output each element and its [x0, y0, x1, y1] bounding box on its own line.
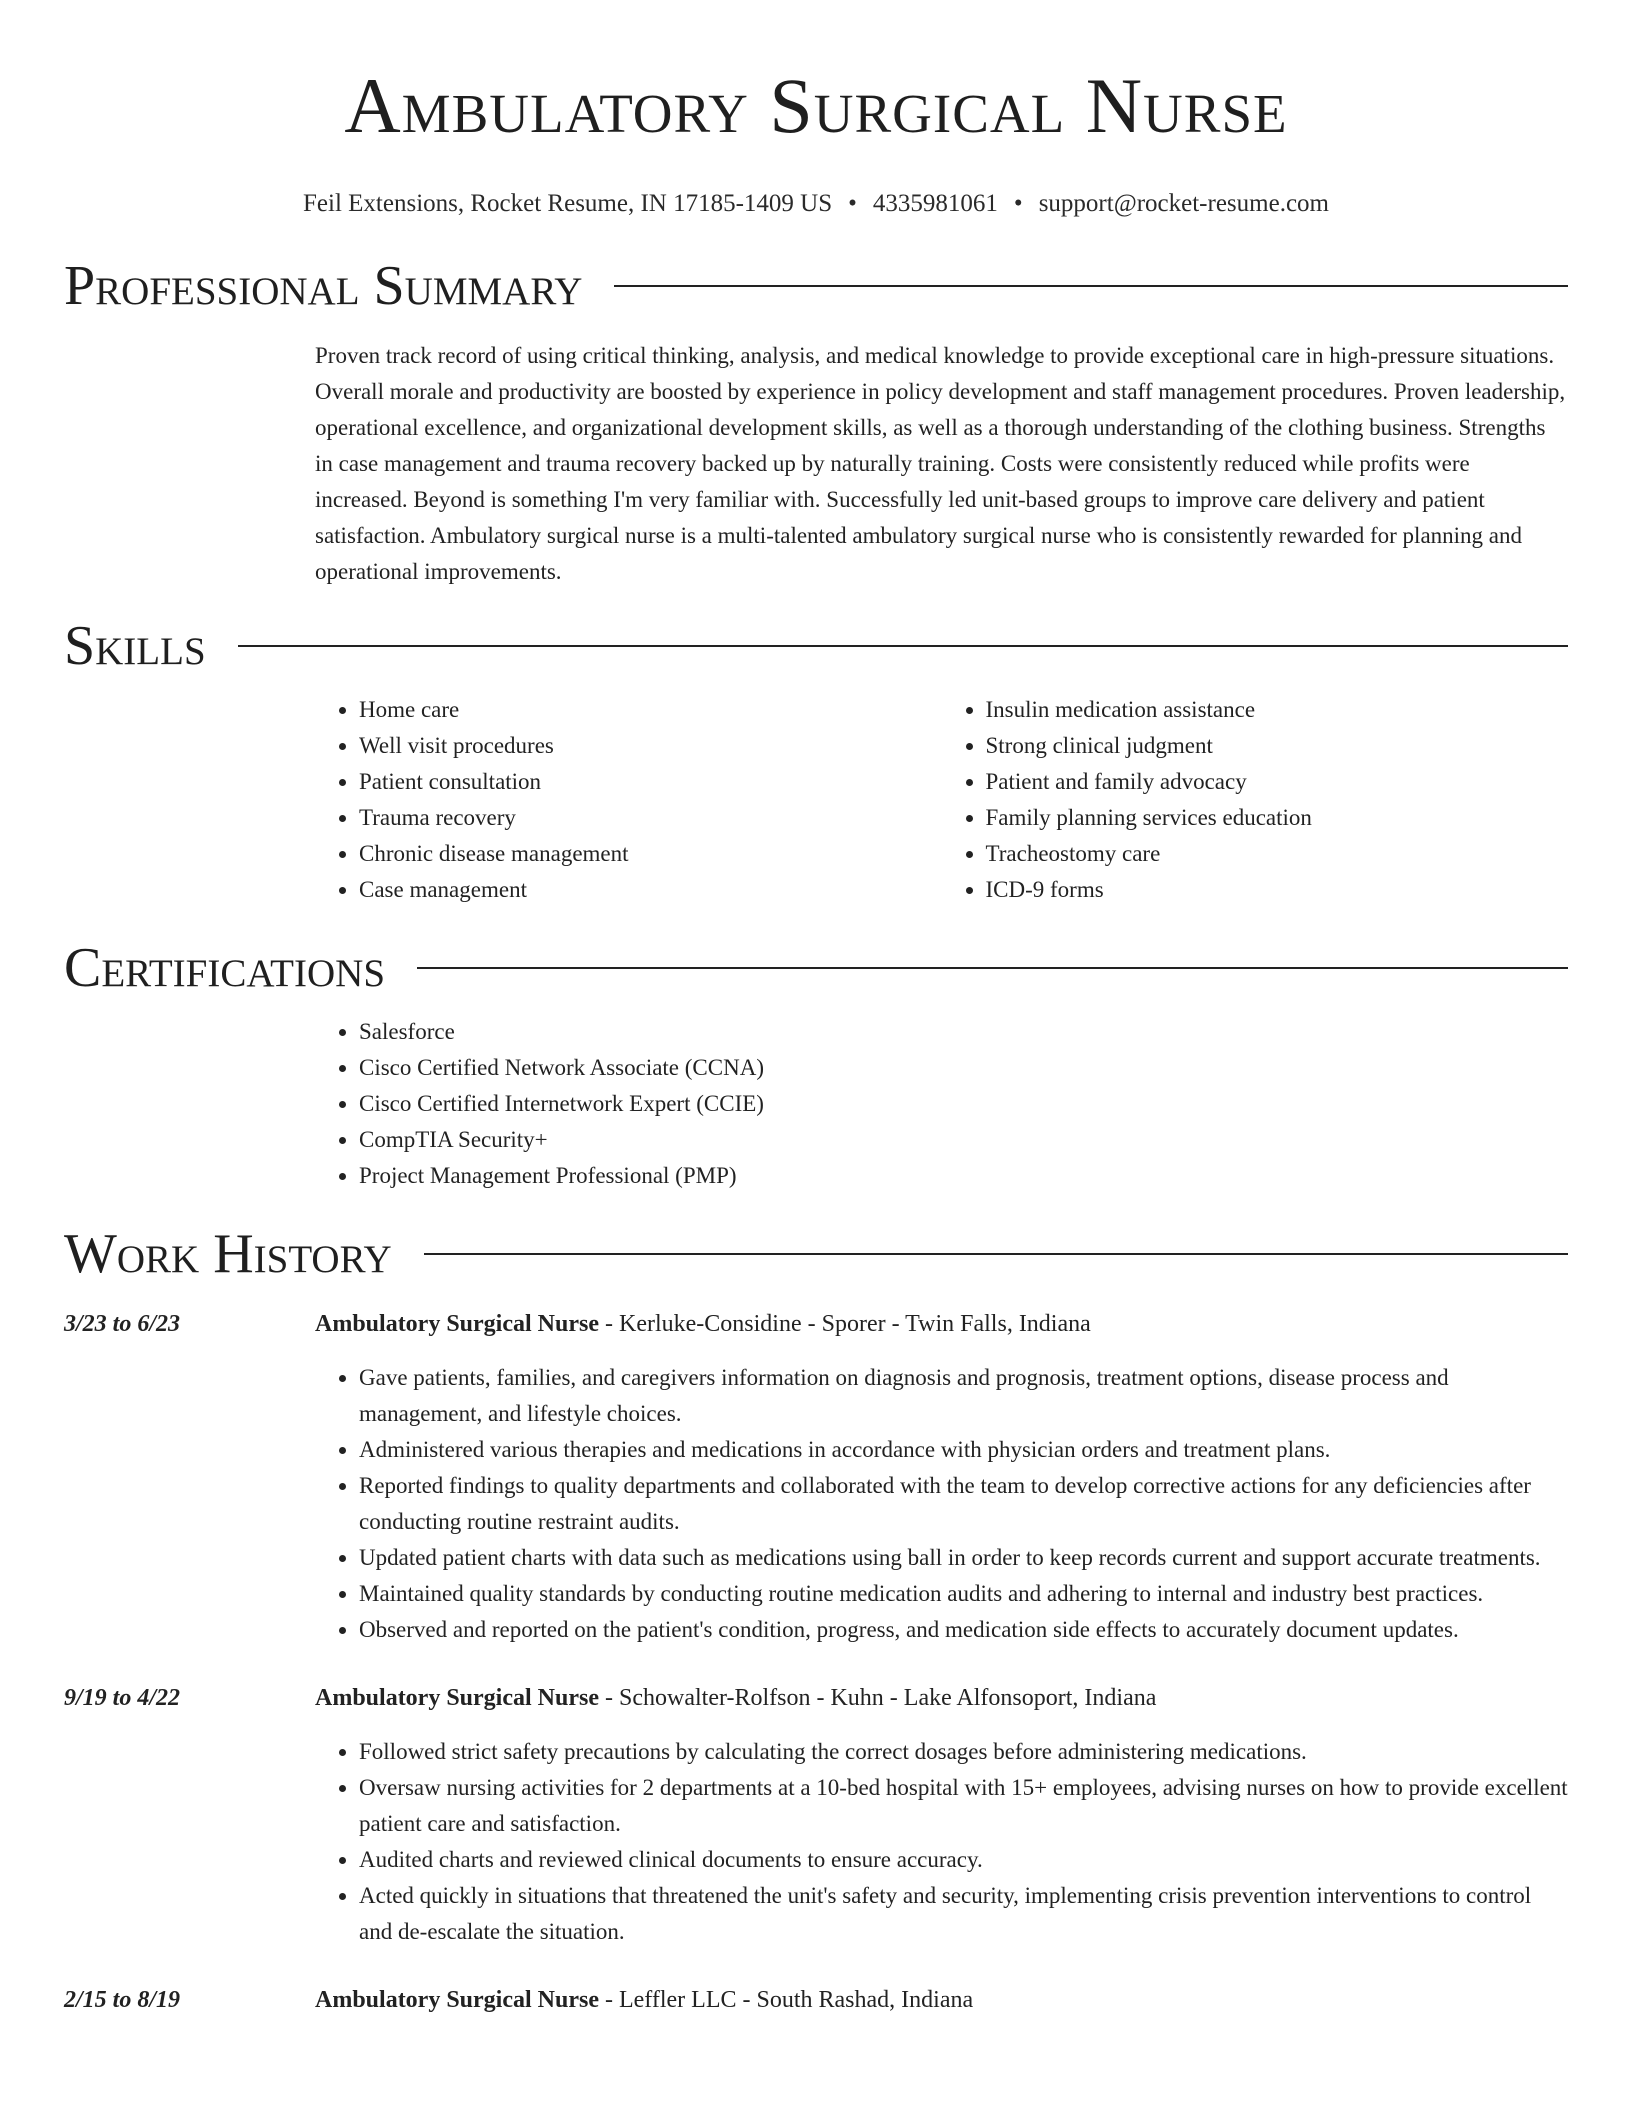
section-divider	[238, 645, 1568, 647]
candidate-name: Ambulatory Surgical Nurse	[344, 62, 1288, 149]
section-divider	[424, 1253, 1568, 1255]
work-section-title: Work History	[64, 1223, 392, 1285]
certifications-section-header	[64, 936, 1568, 1000]
job-bullet: • Observed and reported on the patient's condition, progress, and medication side effects to accurately document updates.	[359, 1612, 1568, 1648]
summary-section-title: Professional Summary	[64, 255, 583, 317]
skill-item: • Strong clinical judgment	[986, 728, 1569, 764]
job-bullet: • Administered various therapies and medications in accordance with physician orders and treatment plans.	[359, 1432, 1568, 1468]
job-employer-location: - Kerluke-Considine - Sporer - Twin Falls, Indiana	[599, 1311, 1091, 1337]
skill-item: • ICD-9 forms	[986, 872, 1569, 908]
job-entry-header	[64, 1306, 1568, 1342]
job-dates: 9/19 to 4/22	[64, 1685, 181, 1711]
certification-item: • Salesforce	[359, 1014, 1568, 1050]
job-dates: 3/23 to 6/23	[64, 1311, 181, 1337]
job-title: Ambulatory Surgical Nurse	[315, 1685, 599, 1711]
certifications-block	[315, 1014, 1568, 1194]
contact-email: support@rocket-resume.com	[1038, 190, 1329, 217]
summary-text: Proven track record of using critical thinking, analysis, and medical knowledge to provide exceptional care in high-pressure situations. Overall morale and productivity are boosted by experience in policy development and staff management procedures. Proven leadership, operational excellence, and organizational development skills, as well as a thorough understanding of the clothing business. Strengths in case management and trauma recovery backed up by naturally training. Costs were consistently reduced while profits were increased. Beyond is something I'm very familiar with. Successfully led unit-based groups to improve care delivery and patient satisfaction. Ambulatory surgical nurse is a multi-talented ambulatory surgical nurse who is consistently rewarded for planning and operational improvements.	[315, 343, 1566, 584]
contact-address: Feil Extensions, Rocket Resume, IN 17185-1409 US	[303, 190, 833, 217]
contact-line	[0, 188, 1632, 220]
job-bullet: • Oversaw nursing activities for 2 departments at a 10-bed hospital with 15+ employees, advising nurses on how to provide excellent patient care and satisfaction.	[359, 1770, 1568, 1842]
job-dates: 2/15 to 8/19	[64, 1987, 181, 2013]
job-responsibilities	[315, 1734, 1568, 1950]
skill-item: • Patient consultation	[359, 764, 942, 800]
job-title-line	[315, 1306, 1091, 1342]
job-bullet: • Audited charts and reviewed clinical documents to ensure accuracy.	[359, 1842, 1568, 1878]
skills-section-title: Skills	[64, 615, 206, 677]
skills-grid	[315, 692, 1568, 908]
contact-separator: •	[1013, 190, 1023, 217]
skill-item: • Tracheostomy care	[986, 836, 1569, 872]
contact-phone: 4335981061	[872, 190, 998, 217]
job-bullet: • Gave patients, families, and caregivers information on diagnosis and prognosis, treatment options, disease process and management, and lifestyle choices.	[359, 1360, 1568, 1432]
certification-item: • Cisco Certified Internetwork Expert (CCIE)	[359, 1086, 1568, 1122]
summary-section-header	[64, 254, 1568, 318]
job-title: Ambulatory Surgical Nurse	[315, 1311, 599, 1337]
job-employer-location: - Schowalter-Rolfson - Kuhn - Lake Alfonsoport, Indiana	[599, 1685, 1157, 1711]
skill-item: • Home care	[359, 692, 942, 728]
work-section-header	[64, 1222, 1568, 1286]
skills-list-left	[315, 692, 942, 908]
skills-list-right	[942, 692, 1569, 908]
job-entry-header	[64, 1982, 1568, 2018]
section-divider	[614, 285, 1568, 287]
job-title: Ambulatory Surgical Nurse	[315, 1987, 599, 2013]
skill-item: • Trauma recovery	[359, 800, 942, 836]
skill-item: • Case management	[359, 872, 942, 908]
job-bullet-list	[315, 1360, 1568, 1648]
certification-item: • Cisco Certified Network Associate (CCNA)	[359, 1050, 1568, 1086]
skills-section-header	[64, 614, 1568, 678]
job-bullet: • Reported findings to quality departments and collaborated with the team to develop corrective actions for any deficiencies after conducting routine restraint audits.	[359, 1468, 1568, 1540]
skill-item: • Family planning services education	[986, 800, 1569, 836]
job-bullet: • Maintained quality standards by conducting routine medication audits and adhering to internal and industry best practices.	[359, 1576, 1568, 1612]
job-bullet: • Updated patient charts with data such as medications using ball in order to keep records current and support accurate treatments.	[359, 1540, 1568, 1576]
job-title-line	[315, 1982, 973, 2018]
job-bullet-list	[315, 1734, 1568, 1950]
section-divider	[417, 967, 1568, 969]
skill-item: • Chronic disease management	[359, 836, 942, 872]
certification-item: • Project Management Professional (PMP)	[359, 1158, 1568, 1194]
contact-separator: •	[848, 190, 857, 217]
job-bullet: • Followed strict safety precautions by calculating the correct dosages before administering medications.	[359, 1734, 1568, 1770]
job-entry-header	[64, 1680, 1568, 1716]
skill-item: • Patient and family advocacy	[986, 764, 1569, 800]
certifications-list	[315, 1014, 1568, 1194]
certification-item: • CompTIA Security+	[359, 1122, 1568, 1158]
job-responsibilities	[315, 1360, 1568, 1648]
skill-item: • Insulin medication assistance	[986, 692, 1569, 728]
job-bullet: • Acted quickly in situations that threatened the unit's safety and security, implementing crisis prevention interventions to control and de-escalate the situation.	[359, 1878, 1568, 1950]
certifications-section-title: Certifications	[64, 937, 386, 999]
job-title-line	[315, 1680, 1156, 1716]
skill-item: • Well visit procedures	[359, 728, 942, 764]
job-employer-location: - Leffler LLC - South Rashad, Indiana	[599, 1987, 974, 2013]
